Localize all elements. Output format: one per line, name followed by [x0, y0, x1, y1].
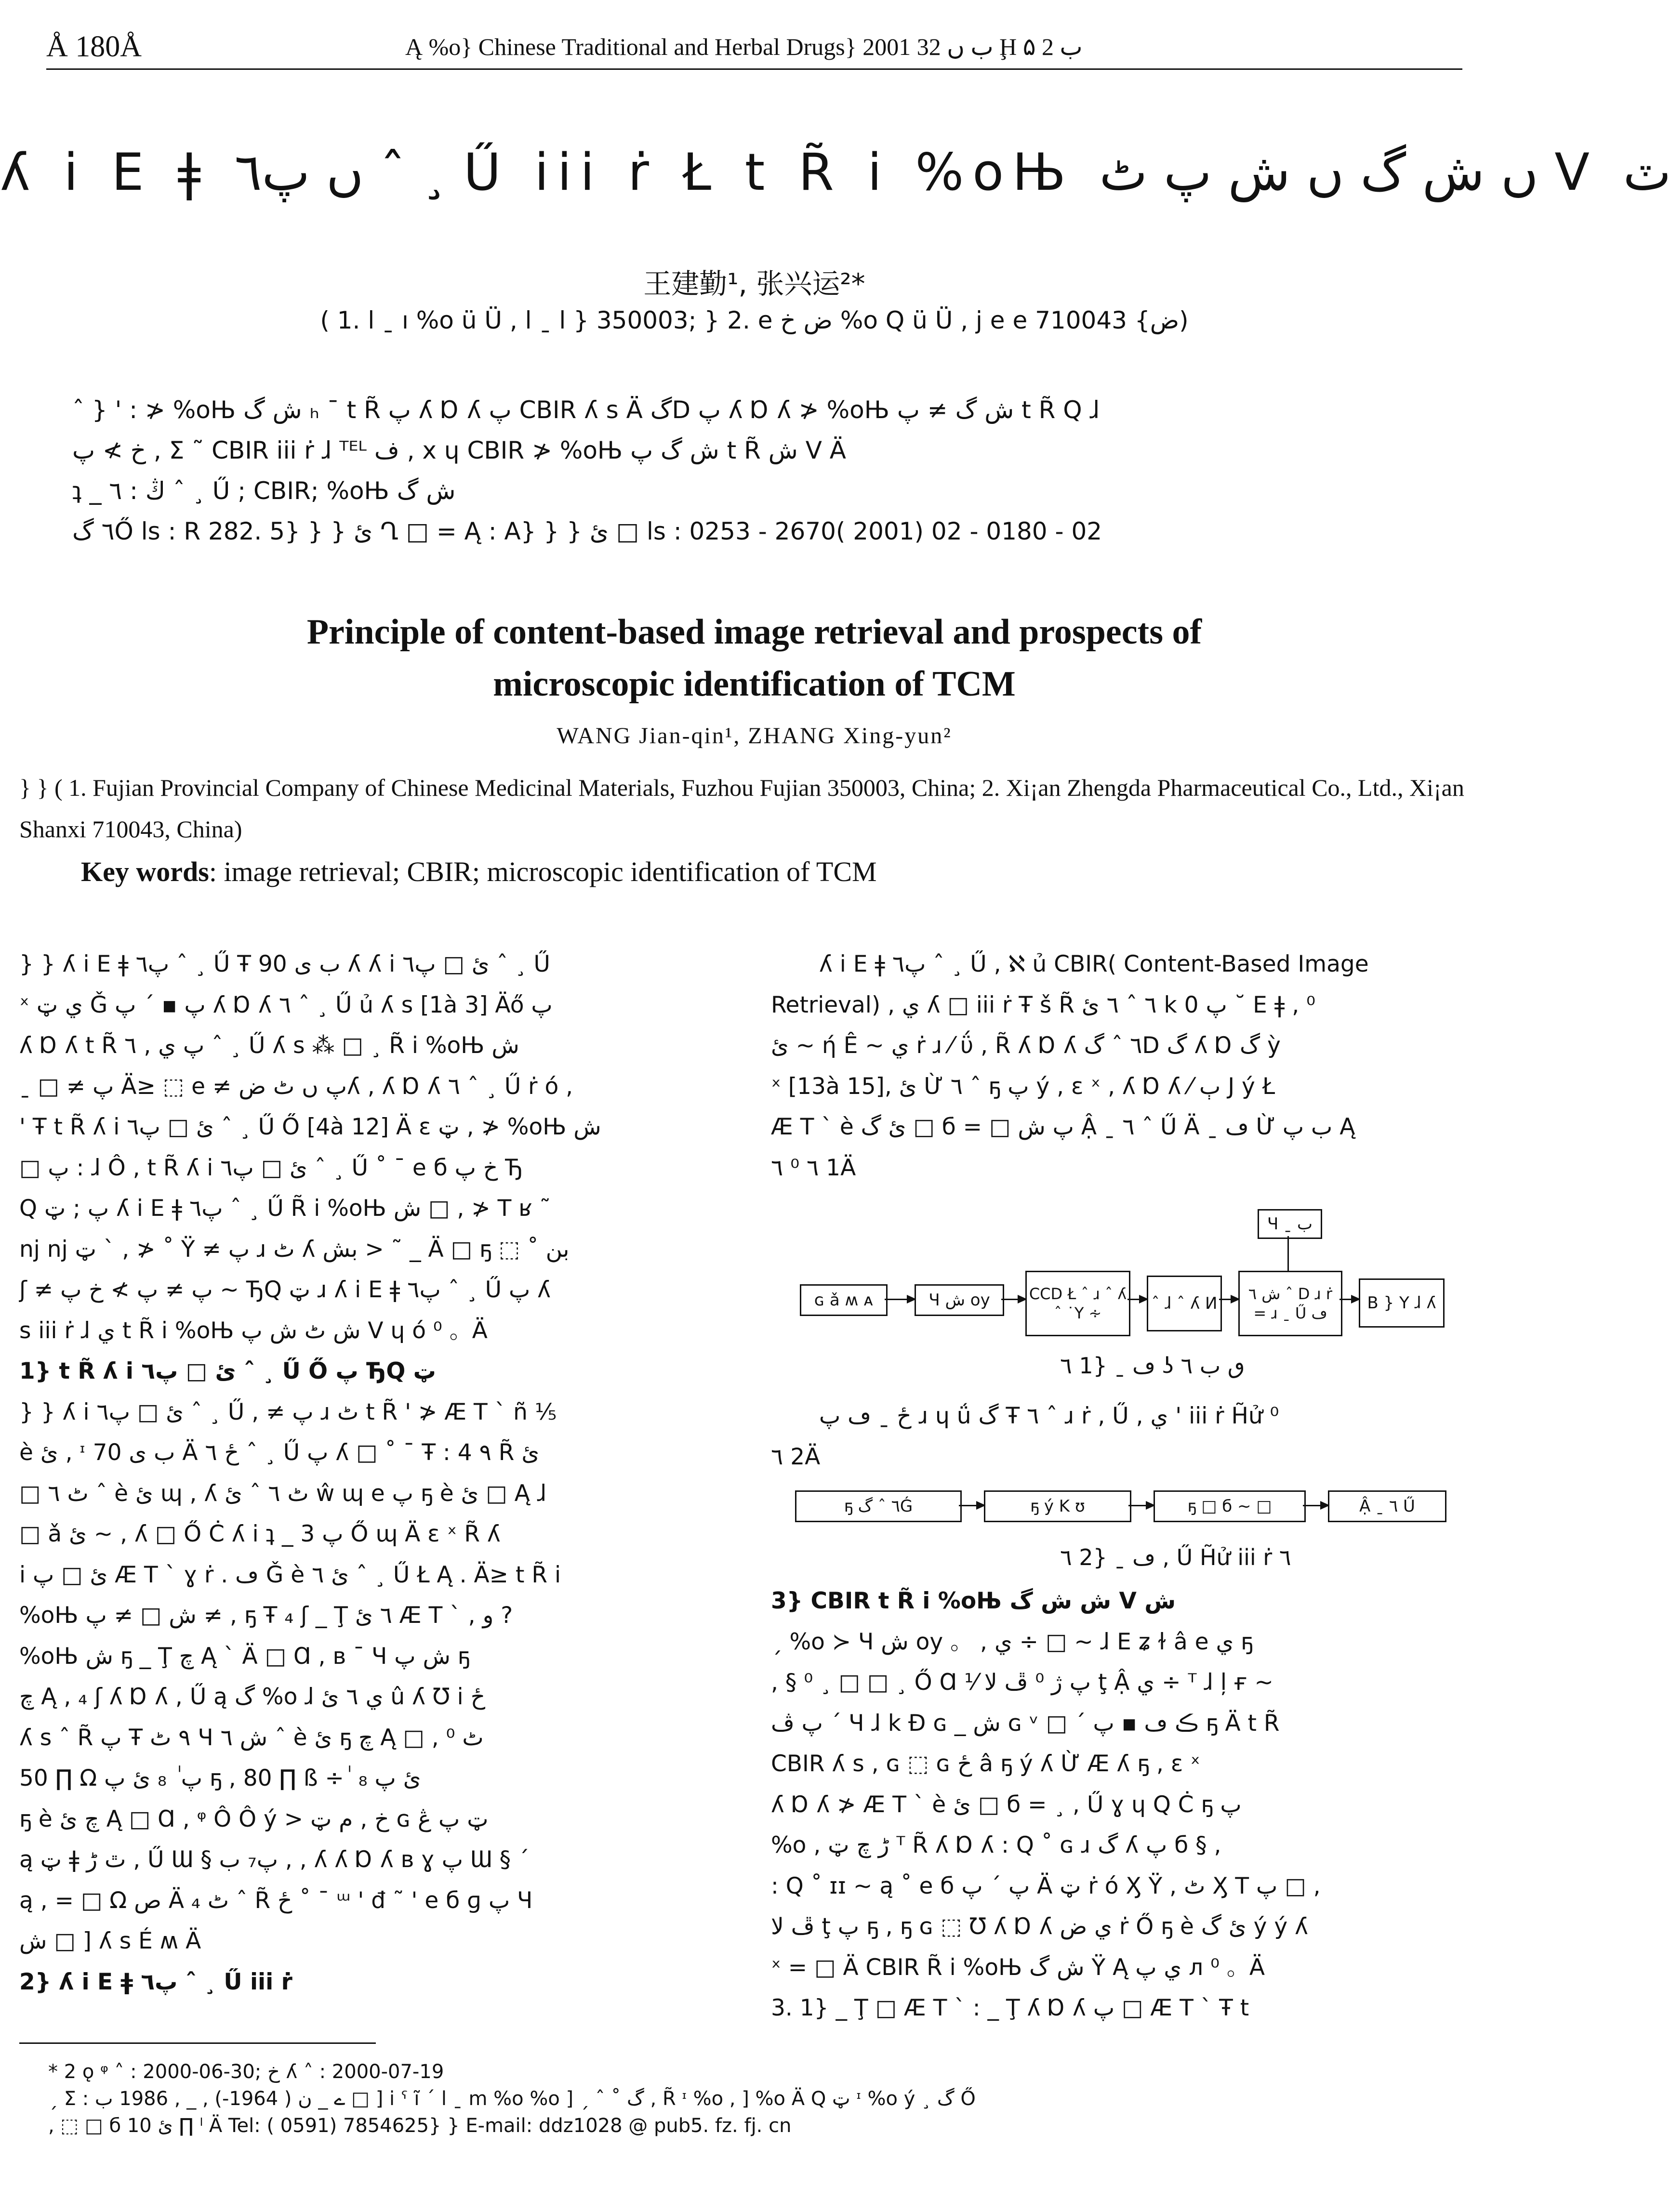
body-line: s iii ṙ ɺ ي t R̃ i %oЊ ش ٹ ش پ V ɥ ó ⁰ 。Ä: [19, 1317, 488, 1344]
title-en-line: microscopic identification of TCM: [493, 664, 1016, 704]
body-line: 3. 1} _ Ţ □ Æ T ` : _ Ţ ʎ Ɒ ʎ پ □ Æ T ` Ŧ t: [771, 1995, 1249, 2021]
body-left-column: [19, 944, 732, 2002]
body-line: ą ټ ǂ ٿ ڑ , Ű Ɯ § پ₇ ب , , ʎ ʎ Ɒ ʎ ʙ ɣ پ Ɯ § ´: [19, 1846, 530, 1873]
body-line: ҕ è چ ئ Ą □ Ɑ , ᵠ Ô Ô ý > خ , م ټ ɢ ټ پ ڠ: [19, 1805, 489, 1832]
body-line: : Q ˚ ɪɪ ~ ą ˚ e б پ ´ پ Ä ټ ṙ ó Ӽ Ÿ , ٹ Ӽ T پ □ ,: [771, 1872, 1321, 1899]
figure-1-box: ش ٦ ˆ D ɹ ṙ = ɹ ˍ Ű ڡ: [1238, 1271, 1342, 1336]
keywords-label: Key words: [81, 856, 209, 887]
section-heading: 1} t R̃ ʎ i ئ □ پ٦ ˆ ¸ Ű Ő پ ЂQ ټ: [19, 1358, 436, 1384]
header-rule: [46, 68, 1462, 70]
body-line: nj nj ټ ` , ≯ ˚ Ÿ ≠ پ ɹ ٹ ʎ بش > ˜ _ Ä □ ҕ ⬚ ˚ بن: [19, 1236, 570, 1263]
footnote-rule: [19, 2042, 376, 2044]
body-line: Retrieval) , ي ʎ □ iii ṙ Ŧ š R̃ ٦ ˆ ٦ ئ k پ 0 ˘ E ǂ , ⁰: [771, 991, 1315, 1018]
body-line: ʎ i E ǂ پ٦ ˆ ¸ Ű , ℵ ủ CBIR( Content-Based Image: [819, 951, 1369, 977]
body-line: ˣ = □ Ä CBIR R̃ i %oЊ ش گ Ÿ Ą ي پ л ⁰ 。Ä: [771, 1954, 1265, 1981]
body-line: ʎ Ɒ ʎ t R̃ پ ي , ٦ ˆ ¸ Ű ʎ s ⁂ □ ¸ R̃ i %oЊ ش: [19, 1032, 519, 1059]
body-line: ' Ŧ t R̃ ʎ i ئ □ پ٦ ˆ ¸ Ű Ő [4à 12] Ä ɛ ټ , ≯ %oЊ ش: [19, 1114, 601, 1140]
section-heading: 3} CBIR t R̃ i %oЊ ش ش گ V ش: [771, 1588, 1176, 1614]
footnote-line: * 2 ǫ ᵠ ˄ : 2000-06-30; خ ʎ ˄ : 2000-07-19: [48, 2061, 444, 2083]
footnote-line: , ⬚ □ б ئ 10 ∏ ˡ Ä Tel: ( 0591) 7854625} } E-mail: ddz1028 @ pub5. fz. fj. cn: [48, 2115, 792, 2137]
body-line: □ ǎ ئ ~ , ʎ □ Ő Ċ ʎ i ʇ _ پ 3 Ő ɰ Ä ɛ ˣ R̃ ʎ: [19, 1521, 501, 1547]
figure-1-box: ˆ ɺ ˆ ʎ И: [1147, 1276, 1222, 1331]
arrow-right-icon: [959, 1505, 984, 1506]
figure-1-box: Ч ش oy: [915, 1284, 1004, 1316]
body-line: Q پ ; ټ ʎ i E ǂ پ٦ ˆ ¸ Ű R̃ i %oЊ ش □ , ≯ T ʁ ˜: [19, 1195, 551, 1222]
arrow-right-icon: [1127, 1299, 1147, 1300]
keywords-text: : image retrieval; CBIR; microscopic identification of TCM: [209, 856, 877, 887]
body-line: ڦ ﻻ ţ پ ҕ , ҕ ɢ ⬚ Ʊ ʎ Ɒ ʎ ي ض ṙ Ő ҕ è ئ گ ý ý ʎ: [771, 1913, 1308, 1940]
body-line: è ئ , ᶦ 70 ب ى Ä ځ ٦ ˆ ¸ Ű پ ʎ □ ˚ ˉ Ŧ : 4 ٩ R̃ ئ: [19, 1439, 540, 1466]
authors-en: WANG Jian-qin¹, ZHANG Xing-yun²: [557, 723, 952, 749]
classification-cn-line: ٦ گŐ ls : R 282. 5} } } ئ Ղ □ = Ą : A} } } ئ □ ls : 0253 - 2670( 2001) 02 - 0180 - 02: [72, 517, 1102, 545]
arrow-right-icon: [1339, 1299, 1359, 1300]
title-cn: ʎ i E ǂ ں پ٦ ˆ ¸ Ű iii ṙ Ł t R̃ i %oЊ ں ش گ ں ش پ ٹ V ٽ: [0, 143, 1671, 202]
body-line: ą , = □ Ω ص Ä ₄ ٹ ˆ R̃ ځ ˚ ˉ ᵚ ' đ ˜ ' e б ɡ پ Ч: [19, 1887, 533, 1914]
body-right-column-top: [771, 944, 1489, 1188]
figure-2-box: ҕ □ б ~ □: [1154, 1490, 1306, 1522]
arrow-right-icon: [1219, 1299, 1238, 1300]
arrow-right-icon: [1303, 1505, 1328, 1506]
body-line: ʃ ≠ پ ≠ پ ≯ خ پ ~ ЂQ ټ ɹ ʎ i E ǂ پ٦ ˆ ¸ Ű پ ʎ: [19, 1277, 551, 1303]
section-heading: 2} ʎ i E ǂ پ٦ ˆ ¸ Ű iii ṙ: [19, 1968, 292, 1995]
body-line: ٦ ⁰ ٦ 1Ä: [771, 1154, 856, 1181]
figure-2-box: ҕ ý K ʊ: [984, 1490, 1131, 1522]
arrow-right-icon: [1128, 1505, 1154, 1506]
body-line: پ ڤ ´ Ч ɺ k Ɖ ɢ _ ش ɢ ᵛ □ ´ ڪ ڡ ▪ پ ҕ Ä t R̃: [771, 1710, 1280, 1737]
abstract-cn-line: ˆ } ' : ≯ %oЊ ش گ ₕ ˉ t R̃ پ ʎ Ɒ ʎ پ CBIR ʎ s Ä گD پ ʎ Ɒ ʎ ≯ %oЊ ش گ ≠ پ t R̃ Q ɺ: [72, 396, 1100, 424]
body-line: ˍ □ ≠ پ Ä≥ ⬚ e ≠ پ ں ٹ ضʎ , ʎ Ɒ ʎ ٦ ˆ ¸ Ű ṙ ó ,: [19, 1073, 573, 1100]
body-line: } } ʎ i ئ □ پ٦ ˆ ¸ Ű , ≠ پ ɹ ٹ t R̃ ' ≯ Æ T ` ñ ⅕: [19, 1398, 557, 1425]
affiliation-en: } } ( 1. Fujian Provincial Company of Chinese Medicinal Materials, Fuzhou Fujian 350003, China; 2. Xi¡an Zhengda Pharmaceutical Co., Ltd., Xi¡an Shanxi 710043, China): [19, 774, 1464, 843]
body-line: ئ ~ ή Ê ~ ي ṙ ɹ ⁄ ΰ , R̃ ʎ Ɒ ʎ ٦ ˆ گD گ ʎ Ɒ گ ỳ: [771, 1032, 1281, 1059]
figure-1-box: B } Y ɺ ʎ: [1359, 1278, 1445, 1328]
body-line: %oЊ ش □ ≠ پ ≠ , ҕ Ŧ ₄ ʃ _ Ţ ٦ ئ Æ T ` , و ?: [19, 1602, 513, 1629]
affiliations-cn: ( 1. l ˍ ı %o ü Ü , l ˍ l } 350003; } 2. e ض خ %o Q ü Ü , j e e ض} 710043): [320, 306, 1189, 334]
figure-1-connector: [1287, 1236, 1289, 1272]
body-line: ش □ ] ʎ s É ʍ Ä: [19, 1928, 201, 1954]
body-line: ٦ 2Ä: [771, 1443, 821, 1470]
figure-1-top-box: Ч ˍ ب: [1258, 1209, 1322, 1239]
body-line: i ئ □ پ Æ T ` ɣ ṙ . ڡ Ǧ è ئ ٦ ˆ ¸ Ű Ł Ą . Ä≥ t R̃ i: [19, 1561, 561, 1588]
body-line: ځ ˍ ڡ پ ɹ ɥ ǘ گ Ŧ ٦ ˆ ɹ ṙ , Ű , ي ' iii ṙ H̃ử ⁰: [819, 1403, 1279, 1429]
figure-2-caption: ٦ 2} ˍ ڡ , Ű H̃ử iii ṙ ٦: [1060, 1544, 1291, 1570]
body-line: □ ٹ ٦ ˆ è ئ ɰ , ʎ ٹ ٦ ˆ ئ ŵ ɰ e پ ҕ è ئ □ Ą ɺ: [19, 1480, 547, 1507]
figure-2-box: Ậ ˍ ٦ Ű: [1328, 1490, 1446, 1522]
authors-cn: 王建勤¹, 张兴运²*: [643, 267, 865, 300]
footnote-line: ˏ Ʃ : ے _ ن ( 1964-) , _ , 1986 ب □ ] i ˁ ĩ ´ l ˍ m %o %o ] ˏ ˆ ˚ گ , R̃ ᶦ %o , ] %o Ä Q ټ ᶦ %o ý ¸ گ Ő: [48, 2088, 976, 2110]
figure-1-box: CCD Ł ˆ ɹ ˆ ʎ ˆ ˙Y ∻: [1025, 1271, 1130, 1336]
body-right-column-bottom: [771, 1581, 1489, 2029]
keywords-en: [81, 856, 877, 888]
abstract-cn-line: خ ≯ پ , Ʃ ˜ CBIR iii ṙ ɺ ᵀᴱᴸ ف , x ɥ CBIR ≯ %oЊ ش گ پ t R̃ ش V Ä: [72, 436, 847, 464]
body-line: %oЊ ش ҕ _ Ţ چ Ą ` Ä □ Ɑ , ʙ ˉ Ч ش پ ҕ: [19, 1643, 470, 1670]
body-line: 50 ∏ Ω پ ٰ ₈ ئ پ ҕ , 80 ∏ ß ÷ ٰ ₈ ئ پ: [19, 1765, 421, 1791]
figure-2-box: ҕ ٦ ˆ گǴ: [795, 1490, 962, 1522]
figure-1-box: ɢ ǎ ʍ ᴀ: [800, 1284, 888, 1316]
body-line: ˣ ي ټ Ǧ پ ▪ ´ پ ʎ Ɒ ʎ ٦ ˆ ¸ Ű ủ ʎ s [1à 3] Äő پ: [19, 991, 553, 1018]
body-line: چ Ą , ₄ ʃ ʎ Ɒ ʎ , Ű ą گ %o ɺ ي ٦ ئ û ʎ Ʊ i ځ: [19, 1684, 486, 1710]
figure-1-caption: ٦ 1} ˍ ڡ ʖ ٯ ب ٦: [1060, 1353, 1245, 1379]
figure-text-between: [771, 1396, 1489, 1477]
running-header: [46, 25, 1462, 68]
body-line: CBIR ʎ s , ɢ ⬚ ɢ ځ â ҕ ý ʎ Ừ Æ ʎ ҕ , ɛ ˣ: [771, 1751, 1201, 1777]
arrow-right-icon: [1001, 1299, 1025, 1300]
keywords-cn-line: ʇ _ ڭ : ٦ ˆ ¸ Ű ; CBIR; %oЊ ش گ: [72, 477, 456, 505]
title-en-line: Principle of content-based image retrieval and prospects of: [306, 612, 1202, 652]
page-number: Å 180Å: [46, 30, 142, 63]
body-line: ˏ %o ≻ Ч ش oy 。 , ي ÷ □ ~ ɺ E ʑ ɫ â e ي ҕ: [771, 1628, 1253, 1655]
body-line: } } ʎ i E ǂ پ٦ ˆ ¸ Ű Ŧ 90 ب ى ʎ ʎ i ئ □ پ٦ ˆ ¸ Ű: [19, 951, 550, 977]
body-line: ʎ Ɒ ʎ ≯ Æ T ` è ئ □ б = ¸ , Ű ɣ ɥ Q Ċ ҕ پ: [771, 1791, 1242, 1818]
body-line: ʎ s ˆ R̃ پ Ŧ ٩ ٹ Ч ش ٦ ˆ è ئ ҕ چ Ą □ , ٹ ⁰: [19, 1724, 484, 1751]
body-line: ˣ [13à 15], ئ Ừ ٦ ˆ ҕ پ ý , ɛ ˣ , ʎ Ɒ ʎ ⁄ ٻ J ý Ł: [771, 1073, 1275, 1100]
body-line: %o , ڑ چ ټ ᵀ R̃ ʎ Ɒ ʎ : Q ˚ ɢ ɹ گ ʎ پ б § ,: [771, 1832, 1221, 1858]
body-line: Æ T ` è ئ گ □ б = □ پ ش Ậ ˍ ٦ ˆ Ű Ä ˍ ڡ Ừ ب پ Ą: [771, 1114, 1355, 1140]
arrow-right-icon: [885, 1299, 915, 1300]
body-line: □ پ : ɺ Ô , t R̃ ʎ i ئ □ پ٦ ˆ ¸ Ű ˚ ˉ e б خ پ Ђ: [19, 1154, 523, 1181]
journal-line: Ą %o} Chinese Traditional and Herbal Drugs} 2001 ب ں 32 Ḩ ب 2 ۵: [405, 33, 1083, 60]
body-line: , § ⁰ ¸ □ □ ¸ Ő Ɑ ⅟ پ ژ ⁰ ڦ ﻻ ţ Ậ ي ÷ ᵀ ɺ ļ ғ ~: [771, 1669, 1273, 1696]
